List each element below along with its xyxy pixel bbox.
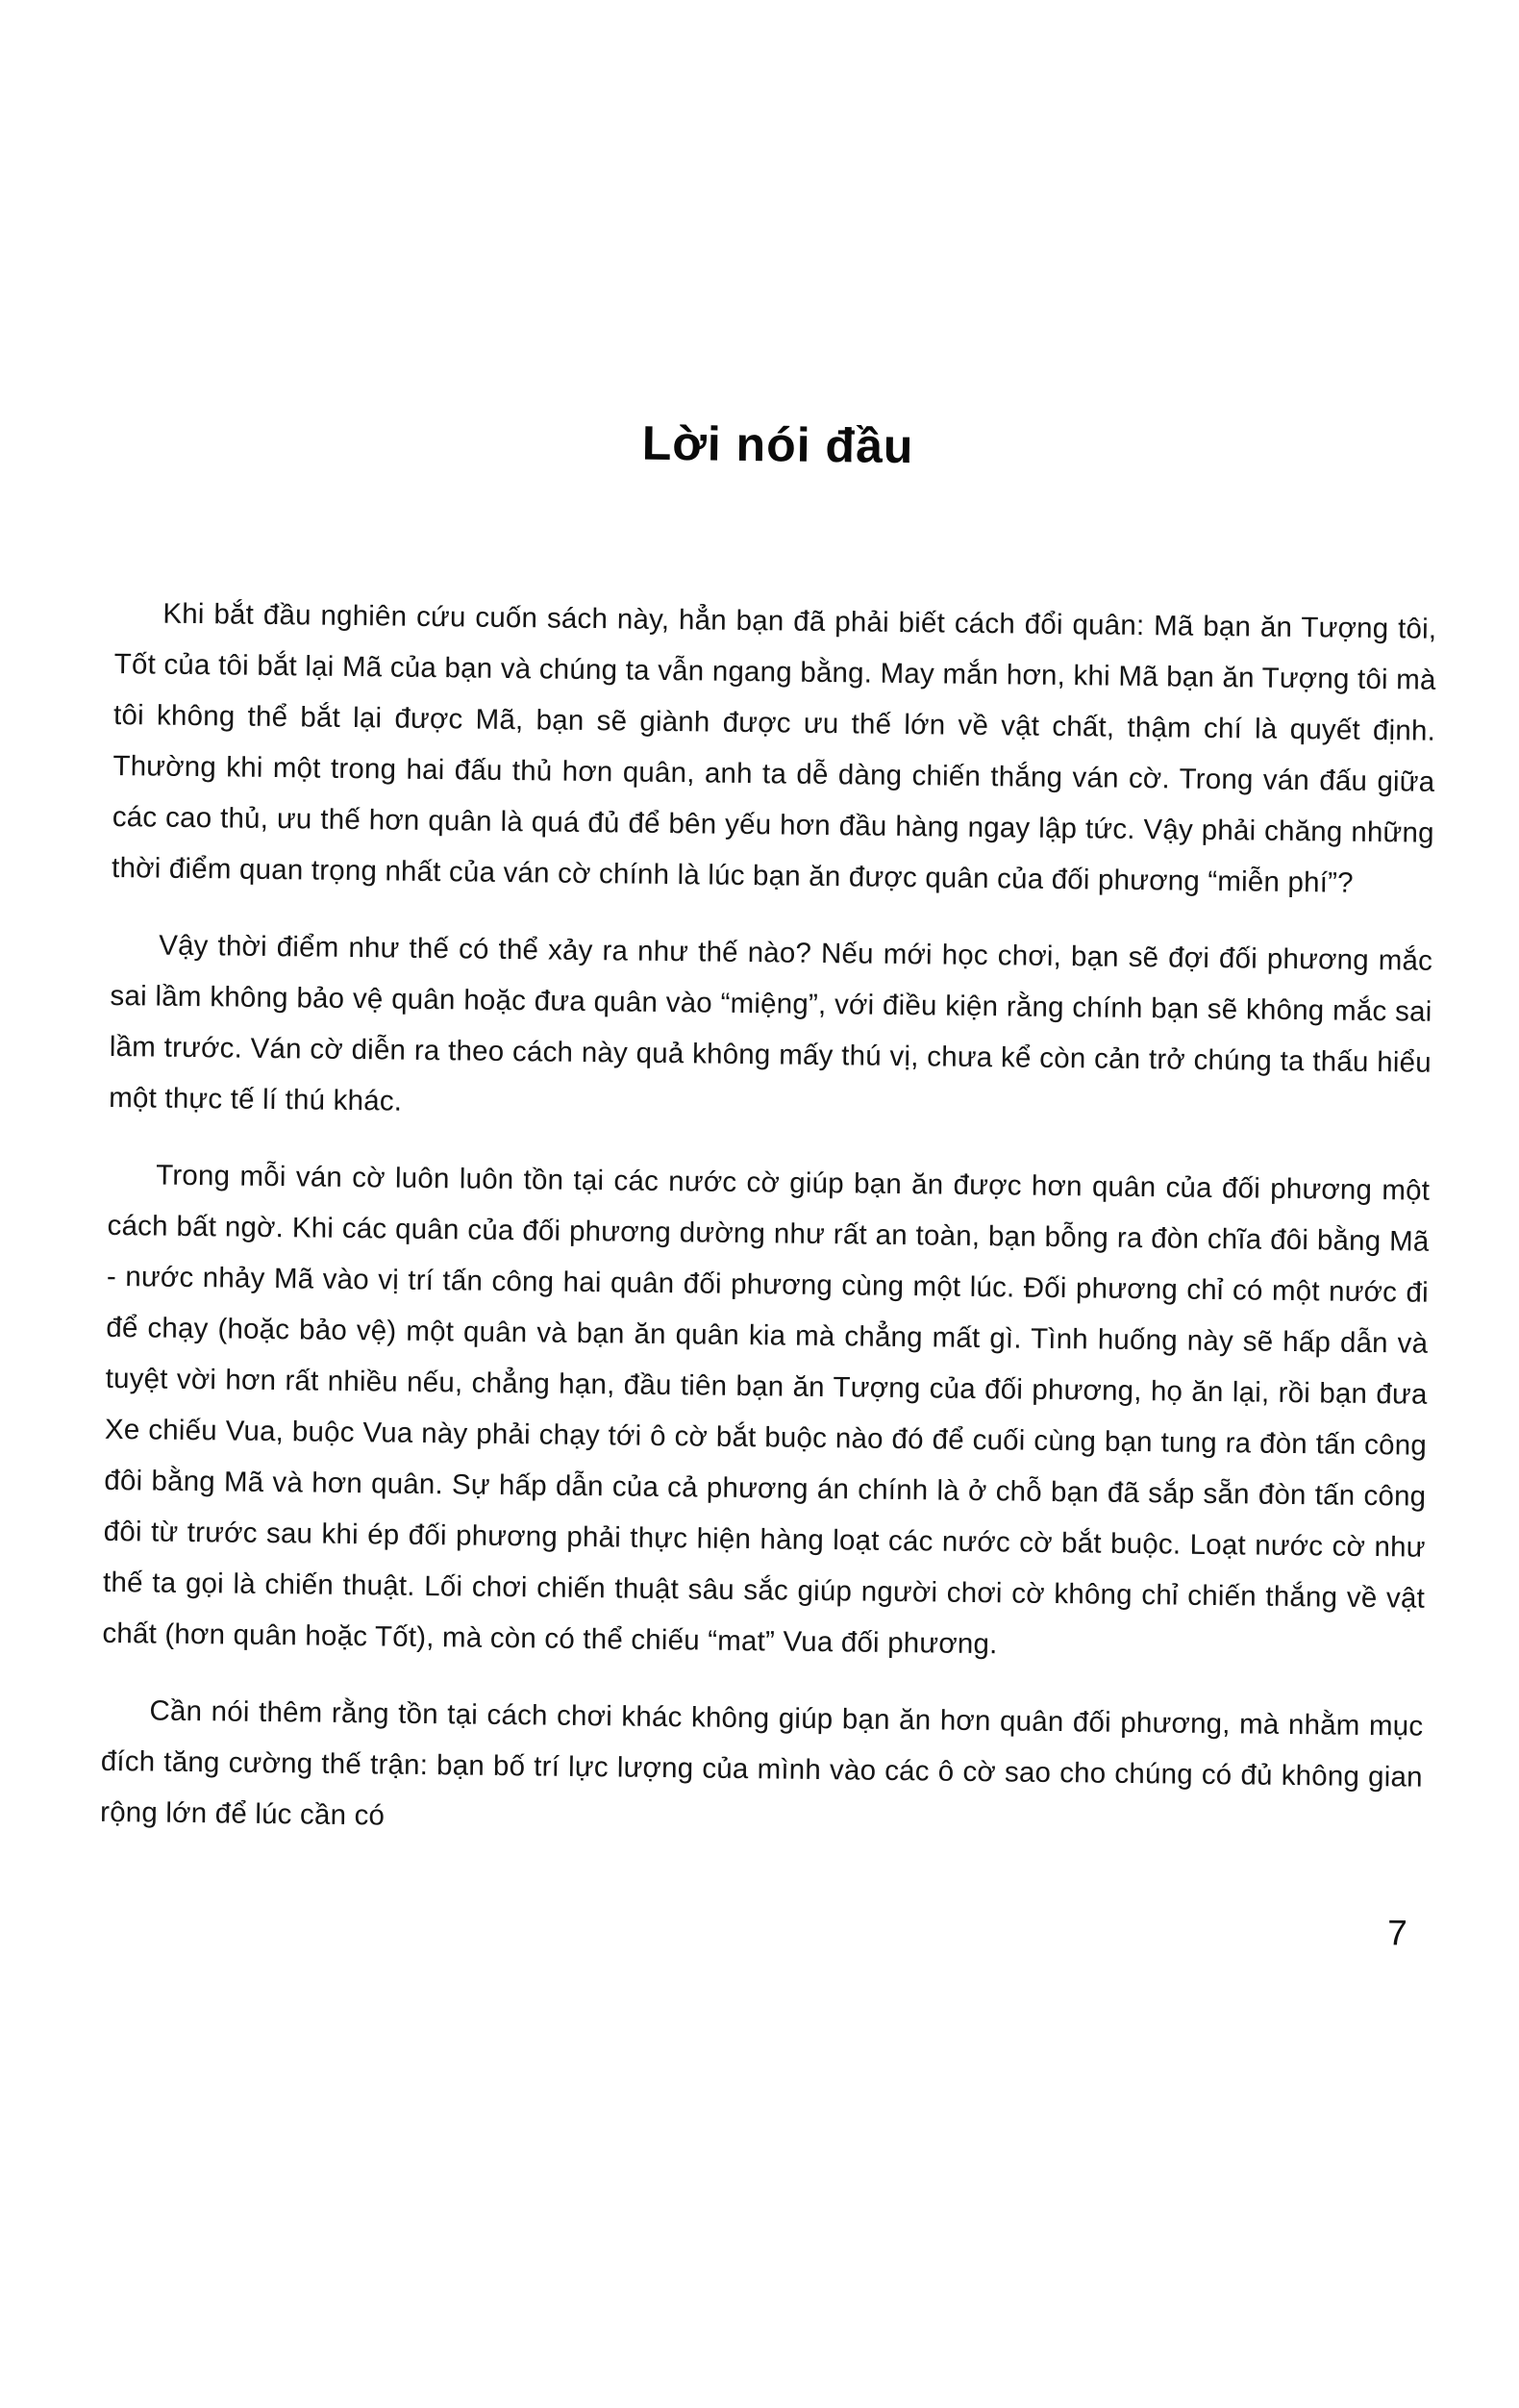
paragraph: Trong mỗi ván cờ luôn luôn tồn tại các nước cờ giúp bạn ăn được hơn quân của đối phương một cách bất ngờ. Khi các quân của đối phương dường như rất an toàn, bạn bỗng ra đòn chĩa đôi bằng Mã - nước nhảy Mã vào vị trí tấn công hai quân đối phương cùng một lúc. Đối phương chỉ có một nước đi để chạy (hoặc bảo vệ) một quân và bạn ăn quân kia mà chẳng mất gì. Tình huống này sẽ hấp dẫn và tuyệt vời hơn rất nhiều nếu, chẳng hạn, đầu tiên bạn ăn Tượng của đối phương, họ ăn lại, rồi bạn đưa Xe chiếu Vua, buộc Vua này phải chạy tới ô cờ bắt buộc nào đó để cuối cùng bạn tung ra đòn tấn công đôi bằng Mã và hơn quân. Sự hấp dẫn của cả phương án chính là ở chỗ bạn đã sắp sẵn đòn tấn công đôi từ trước sau khi ép đối phương phải thực hiện hàng loạt các nước cờ bắt buộc. Loạt nước cờ như thế ta gọi là chiến thuật. Lối chơi chiến thuật sâu sắc giúp người chơi cờ không chỉ chiến thắng về vật chất (hơn quân hoặc Tốt), mà còn có thể chiếu “mat” Vua đối phương. (102, 1159, 1431, 1661)
page-content (99, 409, 1439, 1954)
page-title: Lời nói đầu (641, 415, 914, 474)
paragraph: Vậy thời điểm như thế có thể xảy ra như thế nào? Nếu mới học chơi, bạn sẽ đợi đối phương mắc sai lầm không bảo vệ quân hoặc đưa quân vào “miệng”, với điều kiện rằng chính bạn sẽ không mắc sai lầm trước. Ván cờ diễn ra theo cách này quả không mấy thú vị, chưa kể còn cản trở chúng ta thấu hiểu một thực tế lí thú khác. (109, 929, 1433, 1117)
paragraph: Cần nói thêm rằng tồn tại cách chơi khác không giúp bạn ăn hơn quân đối phương, mà nhằm mục đích tăng cường thế trận: bạn bố trí lực lượng của mình vào các ô cờ sao cho chúng có đủ không gian rộng lớn để lúc cần có (99, 1694, 1424, 1832)
paragraph: Khi bắt đầu nghiên cứu cuốn sách này, hẳn bạn đã phải biết cách đổi quân: Mã bạn ăn Tượng tôi, Tốt của tôi bắt lại Mã của bạn và chúng ta vẫn ngang bằng. May mắn hơn, khi Mã bạn ăn Tượng tôi mà tôi không thể bắt lại được Mã, bạn sẽ giành được ưu thế lớn về vật chất, thậm chí là quyết định. Thường khi một trong hai đấu thủ hơn quân, anh ta dễ dàng chiến thắng ván cờ. Trong ván đấu giữa các cao thủ, ưu thế hơn quân là quá đủ để bên yếu hơn đầu hàng ngay lập tức. Vậy phải chăng những thời điểm quan trọng nhất của ván cờ chính là lúc bạn ăn được quân của đối phương “miễn phí”? (111, 597, 1437, 899)
page-number: 7 (1386, 1913, 1407, 1953)
